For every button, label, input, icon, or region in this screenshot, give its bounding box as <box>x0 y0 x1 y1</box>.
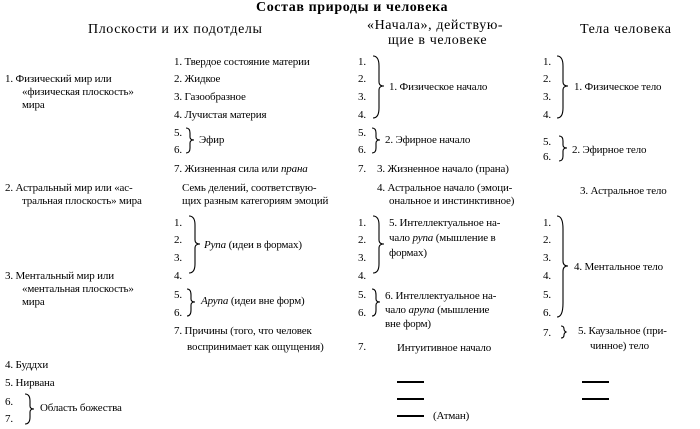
header-principles-line1: «Начала», действую- <box>367 18 504 33</box>
brace-rupa <box>188 215 202 275</box>
dash-principle-2 <box>397 398 424 400</box>
body-mental: 4. Ментальное тело <box>574 261 663 273</box>
sub-mental-1: 1. <box>174 217 182 229</box>
world-buddhi: 4. Буддхи <box>5 359 49 371</box>
brace-arupa <box>186 288 198 318</box>
brace-etheric-body <box>558 135 570 163</box>
pr-intel2-arupa: арупа <box>408 304 435 316</box>
pr-physical: 1. Физическое начало <box>389 81 488 93</box>
sub-6: 6. <box>174 144 182 156</box>
pr-intel1-line3: формах) <box>389 247 427 259</box>
body-3: 3. <box>543 91 551 103</box>
pr-intel1-desc: (мышление в <box>435 232 496 244</box>
sub-mental-7-line2: воспринимает как ощущения) <box>187 341 324 353</box>
body-astral: 3. Астральное тело <box>580 185 667 197</box>
sub-arupa-word: Арупа <box>201 295 229 307</box>
pr-4: 4. <box>358 109 366 121</box>
dash-body-1 <box>582 381 609 383</box>
pr-mental-4: 4. <box>358 270 366 282</box>
sub-4: 4. Лучистая материя <box>174 109 267 121</box>
body-physical: 1. Физическое тело <box>574 81 662 93</box>
body-5: 5. <box>543 136 551 148</box>
sub-rupa-desc: (идеи в формах) <box>228 239 302 251</box>
sub-arupa-desc: (идеи вне форм) <box>230 295 305 307</box>
world-nirvana: 5. Нирвана <box>5 377 55 389</box>
world-astral-line2: тральная плоскость» мира <box>22 195 142 207</box>
brace-causal-body <box>560 325 568 339</box>
body-mental-3: 3. <box>543 252 551 264</box>
body-mental-2: 2. <box>543 234 551 246</box>
body-causal-line2: чинное) тело <box>590 340 650 352</box>
header-planes: Плоскости и их подотделы <box>88 22 263 37</box>
world-divine-label: Область божества <box>40 402 122 414</box>
pr-5: 5. <box>358 127 366 139</box>
sub-7-text: 7. Жизненная сила или <box>174 163 279 175</box>
body-mental-1: 1. <box>543 217 551 229</box>
sub-astral-line2: щих разным категориям эмоций <box>182 195 329 207</box>
sub-7-prana: прана <box>280 163 308 175</box>
brace-divine <box>24 393 36 425</box>
header-bodies: Тела человека <box>580 22 672 37</box>
sub-mental-7-line1: 7. Причины (того, что человек <box>174 325 312 337</box>
pr-intel2-word: чало <box>385 304 406 316</box>
sub-ether: Эфир <box>199 134 225 146</box>
sub-mental-2: 2. <box>174 234 182 246</box>
body-mental-4: 4. <box>543 270 551 282</box>
body-mental-6: 6. <box>543 307 551 319</box>
pr-mental-2: 2. <box>358 234 366 246</box>
brace-mental-body <box>556 215 570 319</box>
body-causal-line1: 5. Каузальное (при- <box>578 325 667 337</box>
brace-etheric-principle <box>371 127 383 155</box>
world-7: 7. <box>5 413 13 425</box>
brace-ether <box>185 127 197 155</box>
sub-mental-3: 3. <box>174 252 182 264</box>
world-mental-line2: «ментальная плоскость» <box>22 283 134 295</box>
pr-mental-3: 3. <box>358 252 366 264</box>
sub-astral-line1: Семь делений, соответствую- <box>182 182 317 194</box>
dash-principle-3 <box>397 415 424 417</box>
pr-intel2-desc: (мышление <box>437 304 490 316</box>
pr-intel1-line1: 5. Интеллектуальное на- <box>389 217 501 229</box>
header-principles-line2: щие в человеке <box>388 33 488 48</box>
brace-physical-principle <box>372 55 386 121</box>
sub-1: 1. Твердое состояние материи <box>174 56 310 68</box>
pr-7: 7. <box>358 163 366 175</box>
body-4: 4. <box>543 109 551 121</box>
sub-rupa-word: Рупа <box>204 239 227 251</box>
body-etheric: 2. Эфирное тело <box>572 144 647 156</box>
sub-rupa <box>204 239 302 251</box>
pr-mental-5: 5. <box>358 289 366 301</box>
brace-intel-arupa <box>371 288 383 318</box>
dash-principle-1 <box>397 381 424 383</box>
body-mental-5: 5. <box>543 289 551 301</box>
world-mental-line1: 3. Ментальный мир или <box>5 270 114 282</box>
pr-2: 2. <box>358 73 366 85</box>
dash-body-2 <box>582 398 609 400</box>
sub-mental-6: 6. <box>174 307 182 319</box>
pr-intel2-line1: 6. Интеллектуальное на- <box>385 290 497 302</box>
sub-mental-5: 5. <box>174 289 182 301</box>
pr-intel1-rupa: рупа <box>412 232 434 244</box>
pr-mental-6: 6. <box>358 307 366 319</box>
world-astral-line1: 2. Астральный мир или «ас- <box>5 182 133 194</box>
world-physical-line3: мира <box>22 99 45 111</box>
sub-5: 5. <box>174 127 182 139</box>
pr-intel2-line3: вне форм) <box>385 318 431 330</box>
sub-7 <box>174 163 308 175</box>
sub-3: 3. Газообразное <box>174 91 246 103</box>
pr-vital: 3. Жизненное начало (прана) <box>377 163 509 175</box>
pr-3: 3. <box>358 91 366 103</box>
pr-intel2-line2 <box>385 304 489 316</box>
world-physical-line1: 1. Физический мир или <box>5 73 112 85</box>
sub-arupa <box>201 295 305 307</box>
pr-intel1-line2 <box>389 232 496 244</box>
pr-1: 1. <box>358 56 366 68</box>
brace-physical-body <box>556 55 570 121</box>
body-2: 2. <box>543 73 551 85</box>
sub-2: 2. Жидкое <box>174 73 221 85</box>
pr-etheric: 2. Эфирное начало <box>385 134 471 146</box>
pr-astral-line1: 4. Астральное начало (эмоци- <box>377 182 513 194</box>
pr-astral-line2: ональное и инстинктивное) <box>389 195 515 207</box>
world-physical-line2: «физическая плоскость» <box>22 86 134 98</box>
pr-6: 6. <box>358 144 366 156</box>
body-mental-7: 7. <box>543 327 551 339</box>
sub-mental-4: 4. <box>174 270 182 282</box>
world-6: 6. <box>5 396 13 408</box>
world-mental-line3: мира <box>22 296 45 308</box>
brace-intel-rupa <box>372 215 386 275</box>
pr-atman: (Атман) <box>433 410 470 422</box>
page-title: Состав природы и человека <box>256 0 449 15</box>
pr-mental-1: 1. <box>358 217 366 229</box>
pr-intel1-word: чало <box>389 232 410 244</box>
body-1: 1. <box>543 56 551 68</box>
body-6: 6. <box>543 151 551 163</box>
pr-mental-7: 7. <box>358 341 366 353</box>
pr-intuitive: Интуитивное начало <box>397 342 492 354</box>
